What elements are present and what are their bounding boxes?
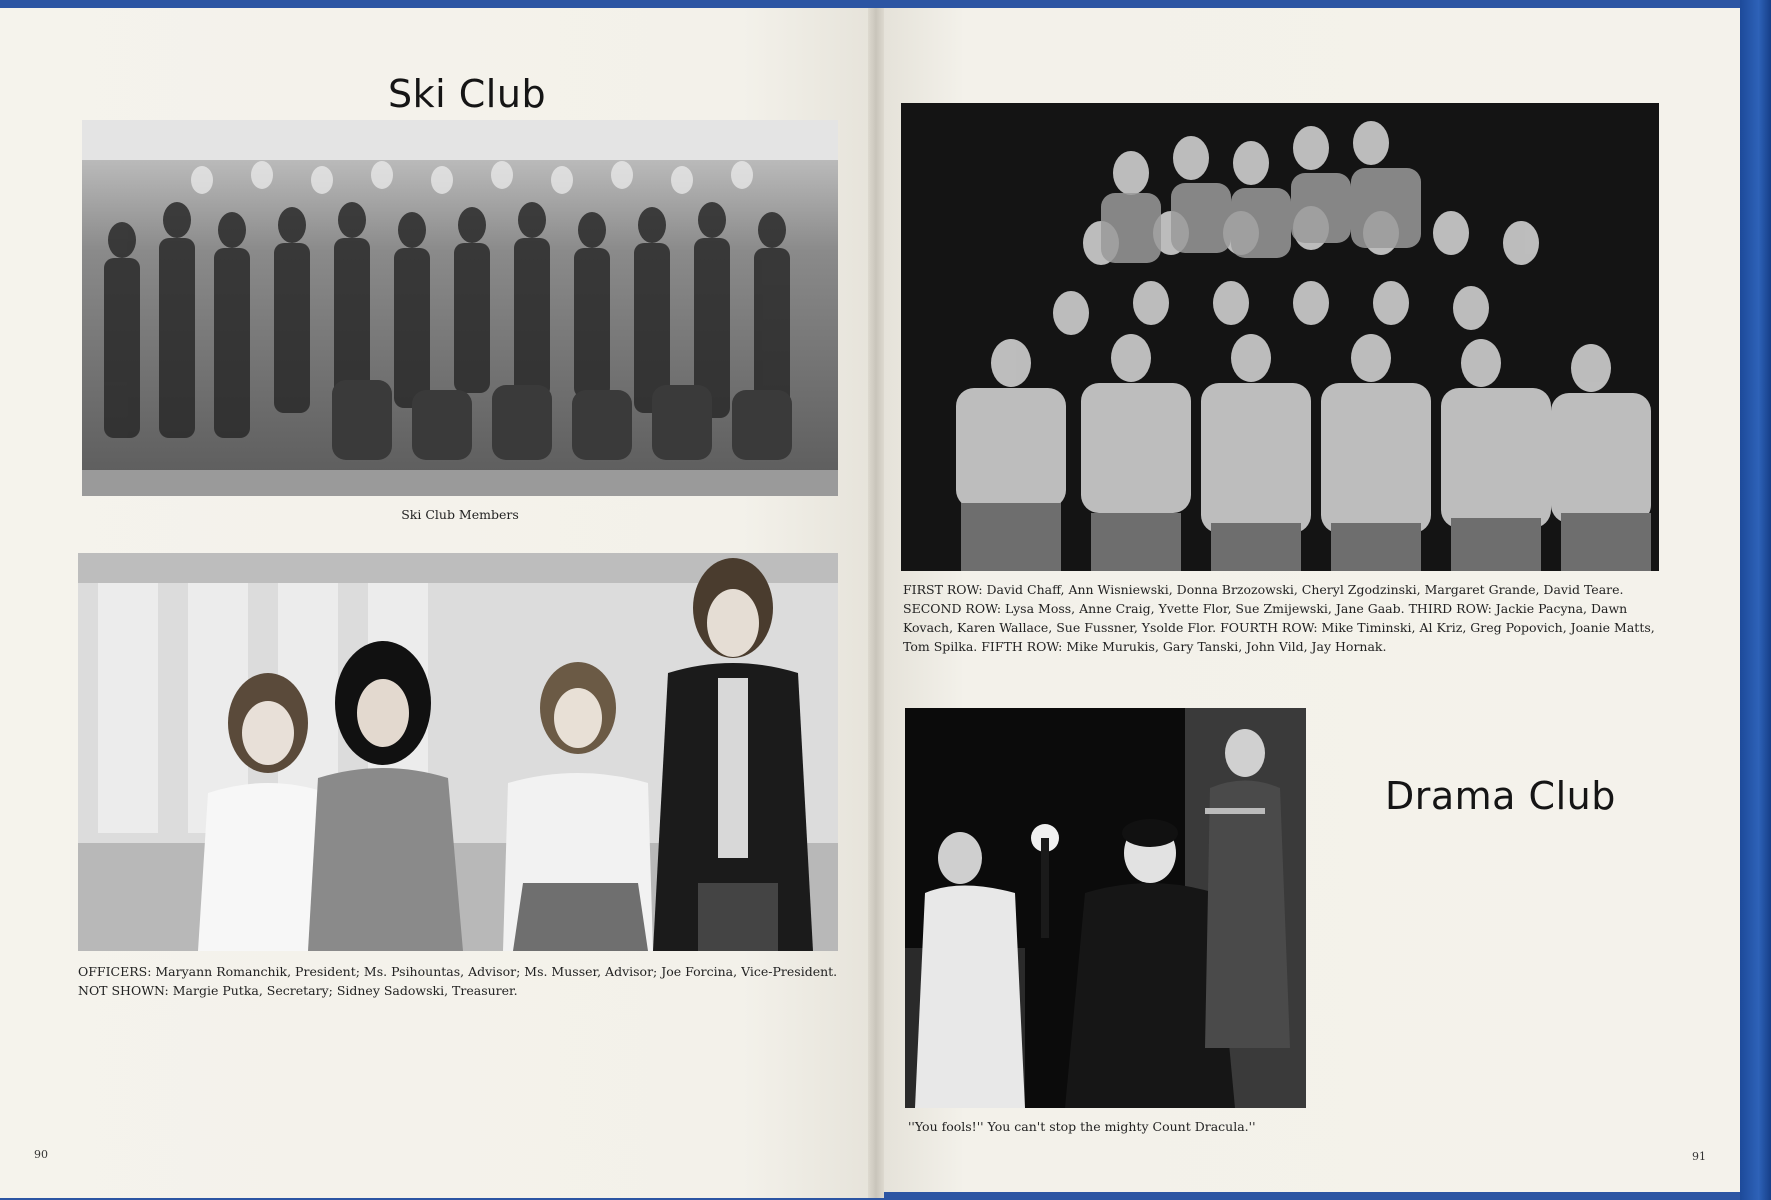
ski-club-heading: Ski Club: [388, 72, 547, 116]
drama-club-caption: ''You fools!'' You can't stop the mighty Count Dracula.'': [908, 1119, 1256, 1134]
cover-edge: [1740, 0, 1771, 1200]
group-row-photo: [901, 103, 1659, 571]
ski-club-members-photo: [82, 120, 838, 496]
drama-club-photo: [905, 708, 1306, 1108]
drama-club-heading: Drama Club: [1385, 774, 1616, 818]
page-number-right: 91: [1692, 1150, 1706, 1163]
ski-club-officers-photo: [78, 553, 838, 951]
ski-club-photo-caption: Ski Club Members: [401, 507, 519, 522]
page-number-left: 90: [34, 1148, 48, 1161]
officers-caption: OFFICERS: Maryann Romanchik, President; Ms. Psihountas, Advisor; Ms. Musser, Advisor; Joe Forcina, Vice-President. NOT SHOWN: Margie Putka, Secretary; Sidney Sadowski, Treasurer.: [78, 964, 838, 998]
group-row-caption: FIRST ROW: David Chaff, Ann Wisniewski, Donna Brzozowski, Cheryl Zgodzinski, Margaret Grande, David Teare. SECOND ROW: Lysa Moss, Anne Craig, Yvette Flor, Sue Zmijewski, Jane Gaab. THIRD ROW: Jackie Pacyna, Dawn Kovach, Karen Wallace, Sue Fussner, Ysolde Flor. FOURTH ROW: Mike Timinski, Al Kriz, Greg Popovich, Joanie Matts, Tom Spilka. FIFTH ROW: Mike Murukis, Gary Tanski, John Vild, Jay Hornak.: [903, 582, 1655, 654]
book-gutter: [868, 8, 884, 1198]
